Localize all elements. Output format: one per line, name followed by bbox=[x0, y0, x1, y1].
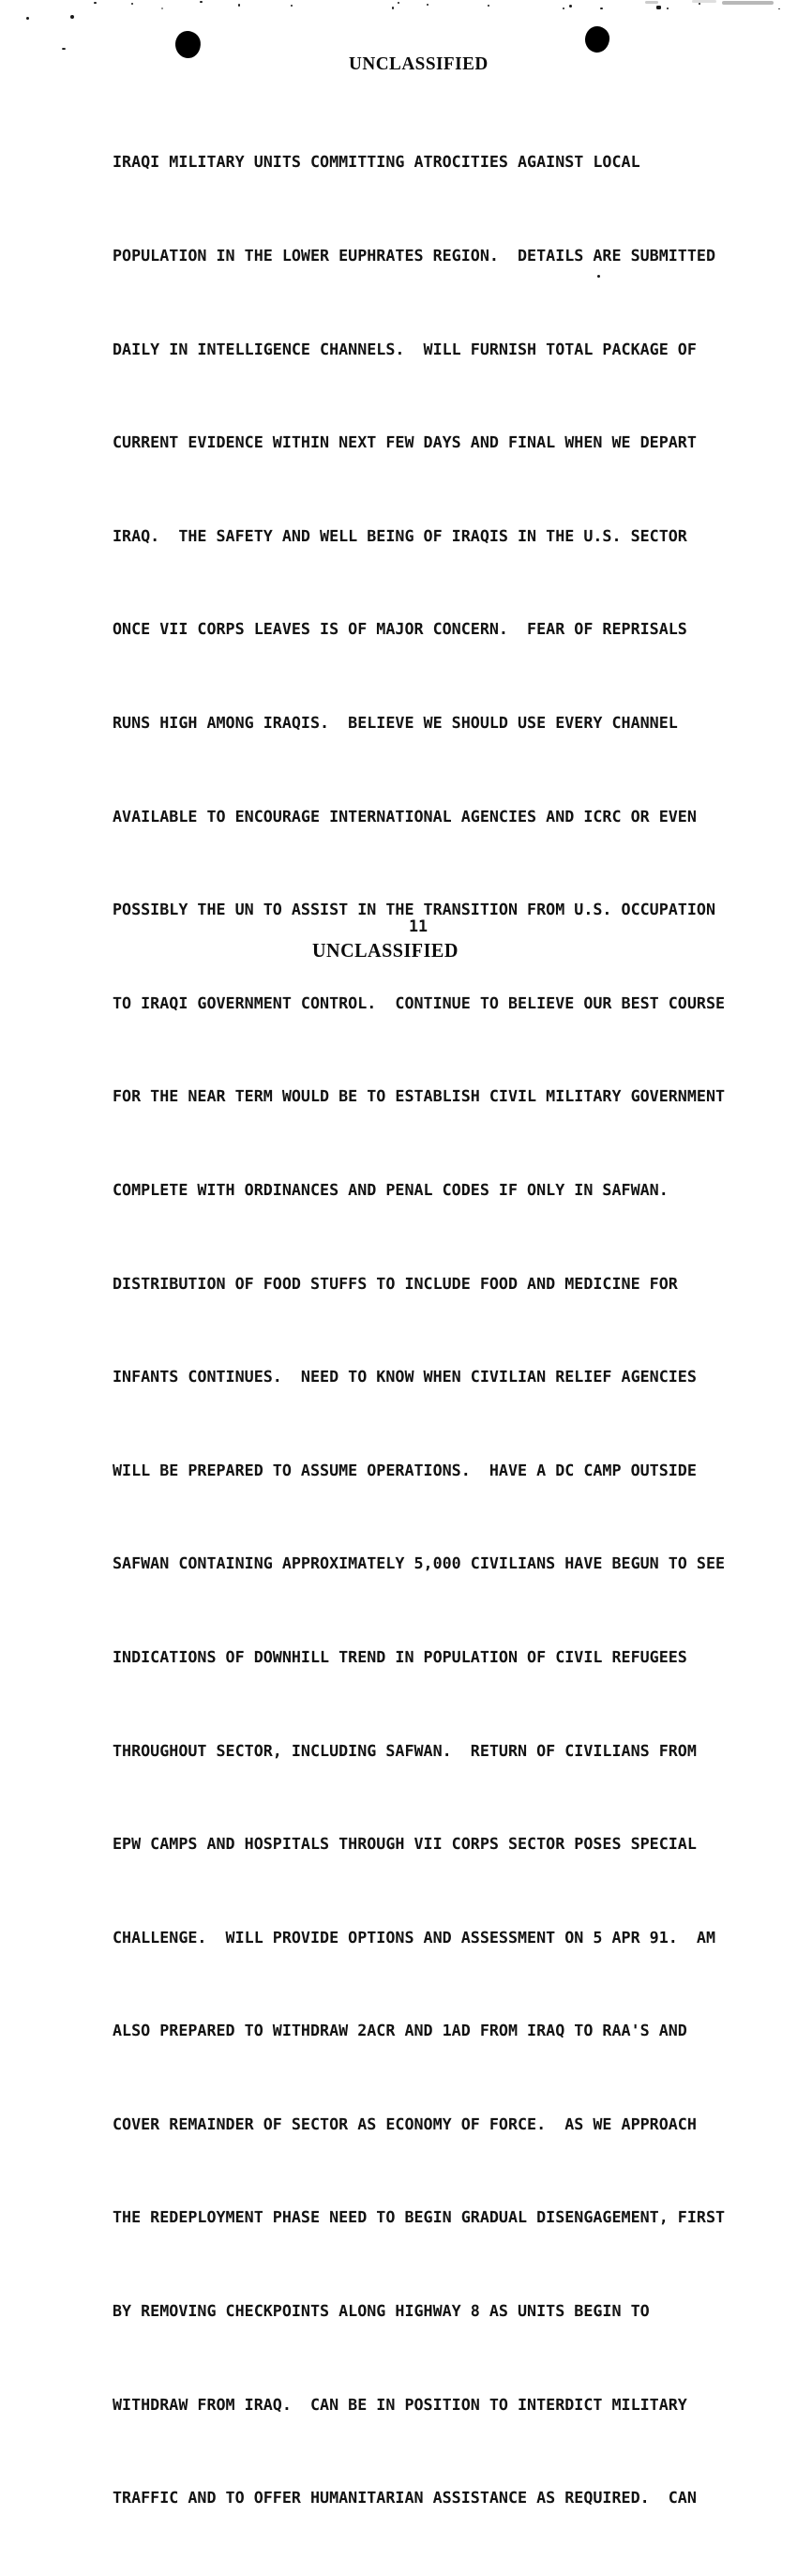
body-line: BY REMOVING CHECKPOINTS ALONG HIGHWAY 8 AS UNITS BEGIN TO bbox=[113, 2301, 650, 2321]
body-line: FOR THE NEAR TERM WOULD BE TO ESTABLISH CIVIL MILITARY GOVERNMENT bbox=[113, 1086, 726, 1106]
scan-speck bbox=[569, 5, 572, 8]
scan-speck bbox=[392, 7, 394, 9]
scan-streak bbox=[692, 0, 716, 3]
body-line: POSSIBLY THE UN TO ASSIST IN THE TRANSITION FROM U.S. OCCUPATION bbox=[113, 900, 715, 919]
body-line: EPW CAMPS AND HOSPITALS THROUGH VII CORPS SECTOR POSES SPECIAL bbox=[113, 1834, 697, 1854]
scan-speck bbox=[427, 4, 429, 6]
scan-speck bbox=[667, 8, 669, 9]
scan-speck bbox=[26, 17, 29, 20]
scan-speck bbox=[200, 1, 203, 3]
body-line: ONCE VII CORPS LEAVES IS OF MAJOR CONCERN. FEAR OF REPRISALS bbox=[113, 619, 687, 639]
body-line: THROUGHOUT SECTOR, INCLUDING SAFWAN. RETURN OF CIVILIANS FROM bbox=[113, 1740, 697, 1760]
body-line: TO IRAQI GOVERNMENT CONTROL. CONTINUE TO BELIEVE OUR BEST COURSE bbox=[113, 993, 726, 1012]
body-line: WILL BE PREPARED TO ASSUME OPERATIONS. HAVE A DC CAMP OUTSIDE bbox=[113, 1460, 697, 1479]
scan-speck bbox=[778, 8, 780, 9]
scan-speck bbox=[488, 5, 489, 7]
scan-speck bbox=[70, 15, 74, 19]
scan-speck bbox=[131, 3, 133, 5]
body-line: AVAILABLE TO ENCOURAGE INTERNATIONAL AGENCIES AND ICRC OR EVEN bbox=[113, 806, 697, 826]
scan-speck bbox=[291, 5, 293, 7]
scan-speck bbox=[94, 2, 97, 4]
body-line: DISTRIBUTION OF FOOD STUFFS TO INCLUDE FOOD AND MEDICINE FOR bbox=[113, 1273, 678, 1293]
body-line: INFANTS CONTINUES. NEED TO KNOW WHEN CIVILIAN RELIEF AGENCIES bbox=[113, 1367, 697, 1386]
punch-hole-left-icon bbox=[174, 30, 203, 60]
punch-hole-right-icon bbox=[584, 25, 610, 53]
scan-speck bbox=[398, 2, 399, 4]
scan-speck bbox=[161, 8, 163, 9]
body-line: WITHDRAW FROM IRAQ. CAN BE IN POSITION TO INTERDICT MILITARY bbox=[113, 2394, 687, 2414]
scan-speck bbox=[656, 6, 661, 9]
scan-speck bbox=[238, 4, 240, 7]
scan-speck bbox=[62, 48, 66, 50]
body-line: DAILY IN INTELLIGENCE CHANNELS. WILL FURNISH TOTAL PACKAGE OF bbox=[113, 339, 697, 358]
scan-streak bbox=[722, 1, 774, 5]
body-line: INDICATIONS OF DOWNHILL TREND IN POPULATION OF CIVIL REFUGEES bbox=[113, 1646, 687, 1666]
body-line: RUNS HIGH AMONG IRAQIS. BELIEVE WE SHOULD USE EVERY CHANNEL bbox=[113, 712, 678, 732]
body-line: IRAQ. THE SAFETY AND WELL BEING OF IRAQIS IN THE U.S. SECTOR bbox=[113, 525, 687, 545]
scan-speck bbox=[699, 3, 700, 5]
document-body bbox=[113, 84, 725, 2576]
scan-speck bbox=[600, 8, 603, 9]
scan-speck bbox=[563, 8, 564, 9]
body-line: CURRENT EVIDENCE WITHIN NEXT FEW DAYS AND FINAL WHEN WE DEPART bbox=[113, 432, 697, 452]
body-line: SAFWAN CONTAINING APPROXIMATELY 5,000 CIVILIANS HAVE BEGUN TO SEE bbox=[113, 1553, 726, 1573]
body-line: COVER REMAINDER OF SECTOR AS ECONOMY OF FORCE. AS WE APPROACH bbox=[113, 2114, 697, 2133]
scan-streak bbox=[645, 1, 658, 4]
body-line: TRAFFIC AND TO OFFER HUMANITARIAN ASSISTANCE AS REQUIRED. CAN bbox=[113, 2488, 697, 2508]
body-line: IRAQI MILITARY UNITS COMMITTING ATROCITIES AGAINST LOCAL bbox=[113, 152, 640, 172]
classification-header: UNCLASSIFIED bbox=[349, 53, 489, 74]
page-number: 11 bbox=[409, 917, 429, 935]
body-line: CHALLENGE. WILL PROVIDE OPTIONS AND ASSESSMENT ON 5 APR 91. AM bbox=[113, 1927, 715, 1947]
body-line: THE REDEPLOYMENT PHASE NEED TO BEGIN GRADUAL DISENGAGEMENT, FIRST bbox=[113, 2207, 726, 2227]
body-line: COMPLETE WITH ORDINANCES AND PENAL CODES IF ONLY IN SAFWAN. bbox=[113, 1179, 669, 1199]
classification-footer: UNCLASSIFIED bbox=[312, 939, 459, 962]
body-line: ALSO PREPARED TO WITHDRAW 2ACR AND 1AD FROM IRAQ TO RAA'S AND bbox=[113, 2021, 687, 2040]
body-line: POPULATION IN THE LOWER EUPHRATES REGION. DETAILS ARE SUBMITTED bbox=[113, 246, 715, 265]
